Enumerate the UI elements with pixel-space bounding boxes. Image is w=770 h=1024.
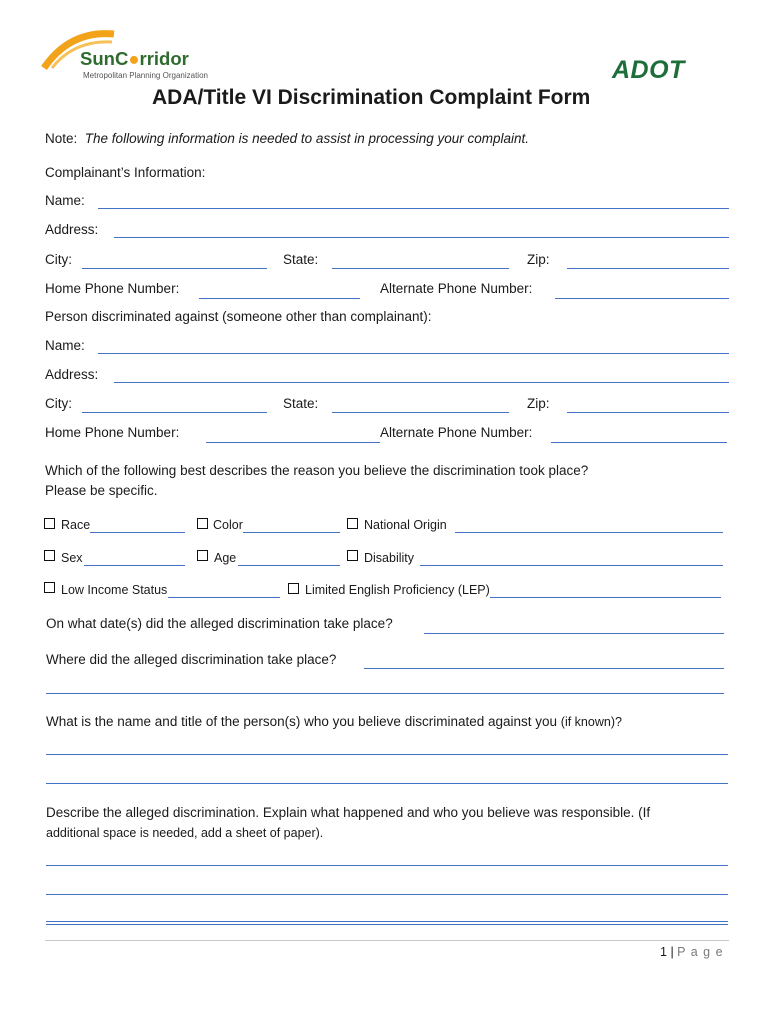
national-origin-label: National Origin — [364, 518, 447, 532]
other-name-field[interactable] — [98, 353, 729, 354]
sex-checkbox[interactable] — [44, 550, 55, 561]
lep-label: Limited English Proficiency (LEP) — [305, 583, 490, 597]
date-question: On what date(s) did the alleged discrimination take place? — [46, 616, 393, 631]
other-zip-field[interactable] — [567, 412, 729, 413]
reason-question-line2: Please be specific. — [45, 483, 158, 498]
race-checkbox[interactable] — [44, 518, 55, 529]
complainant-home-phone-label: Home Phone Number: — [45, 281, 180, 296]
low-income-label: Low Income Status — [61, 583, 168, 597]
logo-suncorridor-subtitle: Metropolitan Planning Organization — [83, 71, 208, 80]
complainant-name-field[interactable] — [98, 208, 729, 209]
complainant-state-label: State: — [283, 252, 319, 267]
lep-checkbox[interactable] — [288, 583, 299, 594]
other-address-label: Address: — [45, 367, 99, 382]
where-field[interactable] — [364, 668, 724, 669]
color-field[interactable] — [243, 532, 340, 533]
complainant-state-field[interactable] — [332, 268, 509, 269]
age-checkbox[interactable] — [197, 550, 208, 561]
low-income-field[interactable] — [168, 597, 280, 598]
suncorridor-logo — [40, 26, 210, 82]
logo-suncorridor-name: SunC●rridor — [80, 48, 189, 69]
describe-field-line2[interactable] — [46, 894, 728, 895]
page-separator: | — [670, 945, 674, 959]
complainant-address-field[interactable] — [114, 237, 729, 238]
adot-logo: ADOT — [612, 56, 685, 84]
where-field-line2[interactable] — [46, 693, 724, 694]
other-state-field[interactable] — [332, 412, 509, 413]
who-question — [46, 714, 622, 730]
national-origin-checkbox[interactable] — [347, 518, 358, 529]
who-field-line2[interactable] — [46, 783, 728, 784]
race-field[interactable] — [90, 532, 185, 533]
other-address-field[interactable] — [114, 382, 729, 383]
sex-field[interactable] — [84, 565, 185, 566]
sex-label: Sex — [61, 551, 83, 565]
color-checkbox[interactable] — [197, 518, 208, 529]
age-field[interactable] — [238, 565, 340, 566]
complainant-address-label: Address: — [45, 222, 99, 237]
race-label: Race — [61, 518, 91, 532]
complainant-zip-field[interactable] — [567, 268, 729, 269]
describe-question-line2: additional space is needed, add a sheet of paper). — [46, 826, 324, 840]
note-prefix: Note: — [45, 131, 78, 146]
other-city-field[interactable] — [82, 412, 267, 413]
disability-label: Disability — [364, 551, 415, 565]
complainant-city-field[interactable] — [82, 268, 267, 269]
disability-field[interactable] — [420, 565, 723, 566]
complainant-name-label: Name: — [45, 193, 85, 208]
page-word: P a g e — [677, 945, 724, 959]
other-home-phone-field[interactable] — [206, 442, 380, 443]
page-footer — [660, 944, 724, 960]
who-question-main: What is the name and title of the person(s) who you believe discriminated against you — [46, 714, 558, 729]
reason-question-line1: Which of the following best describes the reason you believe the discrimination took place? — [45, 463, 589, 478]
note-text: The following information is needed to assist in processing your complaint. — [84, 131, 530, 146]
age-label: Age — [214, 551, 237, 565]
complainant-zip-label: Zip: — [527, 252, 550, 267]
complainant-alt-phone-field[interactable] — [555, 298, 729, 299]
other-city-label: City: — [45, 396, 72, 411]
sun-o-icon: ● — [128, 48, 140, 69]
describe-field-line4[interactable] — [46, 924, 728, 925]
color-label: Color — [213, 518, 243, 532]
other-alt-phone-label: Alternate Phone Number: — [380, 425, 533, 440]
other-zip-label: Zip: — [527, 396, 550, 411]
other-home-phone-label: Home Phone Number: — [45, 425, 180, 440]
complainant-alt-phone-label: Alternate Phone Number: — [380, 281, 533, 296]
describe-question-line1: Describe the alleged discrimination. Explain what happened and who you believe was responsible. (If — [46, 805, 651, 820]
national-origin-field[interactable] — [455, 532, 723, 533]
other-state-label: State: — [283, 396, 319, 411]
complainant-home-phone-field[interactable] — [199, 298, 360, 299]
note — [45, 131, 529, 147]
where-question: Where did the alleged discrimination take place? — [46, 652, 337, 667]
disability-checkbox[interactable] — [347, 550, 358, 561]
describe-field-line1[interactable] — [46, 865, 728, 866]
page-number: 1 — [660, 945, 667, 959]
low-income-checkbox[interactable] — [44, 582, 55, 593]
who-question-suffix: (if known)? — [560, 715, 622, 729]
complainant-heading: Complainant’s Information: — [45, 165, 206, 180]
lep-field[interactable] — [490, 597, 721, 598]
page-title: ADA/Title VI Discrimination Complaint Form — [152, 86, 591, 109]
other-person-heading: Person discriminated against (someone other than complainant): — [45, 309, 432, 324]
other-alt-phone-field[interactable] — [551, 442, 727, 443]
other-name-label: Name: — [45, 338, 85, 353]
complainant-city-label: City: — [45, 252, 72, 267]
who-field-line1[interactable] — [46, 754, 728, 755]
date-field[interactable] — [424, 633, 724, 634]
describe-field-line3[interactable] — [46, 921, 728, 922]
footer-rule — [45, 940, 729, 941]
